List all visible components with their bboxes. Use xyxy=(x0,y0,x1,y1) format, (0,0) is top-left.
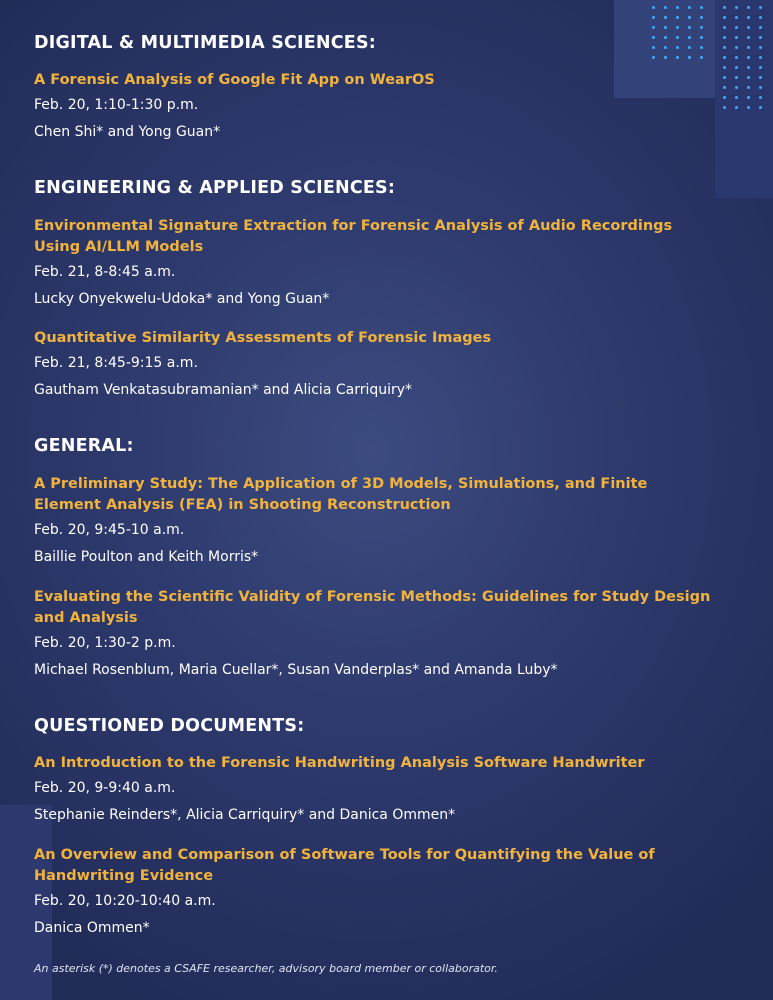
decorative-dot xyxy=(723,16,726,19)
decorative-dot xyxy=(735,106,738,109)
decorative-dot xyxy=(652,26,655,29)
decorative-dot xyxy=(652,6,655,9)
decorative-dot xyxy=(759,86,762,89)
decorative-dot xyxy=(652,36,655,39)
talk-title: A Forensic Analysis of Google Fit App on WearOS xyxy=(34,72,435,88)
talk-authors: Chen Shi* and Yong Guan* xyxy=(34,124,221,140)
talk-authors: Lucky Onyekwelu-Udoka* and Yong Guan* xyxy=(34,291,330,307)
talk-authors: Danica Ommen* xyxy=(34,920,150,936)
decorative-dot xyxy=(759,96,762,99)
talk-date: Feb. 21, 8:45-9:15 a.m. xyxy=(34,355,198,371)
decorative-dot xyxy=(723,106,726,109)
decorative-dot xyxy=(664,26,667,29)
decorative-dot xyxy=(676,26,679,29)
talk-title: Evaluating the Scientific Validity of Forensic Methods: Guidelines for Study Design and Analysis xyxy=(34,589,711,626)
section-heading: QUESTIONED DOCUMENTS: xyxy=(34,716,305,736)
decorative-dot xyxy=(723,46,726,49)
decorative-dot xyxy=(735,86,738,89)
talk-date: Feb. 21, 8-8:45 a.m. xyxy=(34,264,176,280)
decorative-dot xyxy=(747,16,750,19)
decorative-dot xyxy=(735,46,738,49)
decorative-dot xyxy=(700,56,703,59)
decorative-dot xyxy=(747,46,750,49)
decorative-dot xyxy=(735,26,738,29)
decorative-dot xyxy=(676,16,679,19)
decorative-dot xyxy=(676,36,679,39)
section-heading: ENGINEERING & APPLIED SCIENCES: xyxy=(34,178,396,198)
decorative-dot xyxy=(688,26,691,29)
decorative-dot xyxy=(747,66,750,69)
decorative-dot xyxy=(735,76,738,79)
decorative-dot xyxy=(652,56,655,59)
decorative-dot xyxy=(759,6,762,9)
decorative-dot xyxy=(723,76,726,79)
decorative-dot xyxy=(723,56,726,59)
talk-title: Environmental Signature Extraction for Forensic Analysis of Audio Recordings Using AI/LLM Models xyxy=(34,218,673,255)
decorative-dot xyxy=(759,106,762,109)
decorative-dot xyxy=(747,76,750,79)
decorative-dot xyxy=(747,26,750,29)
section-heading: DIGITAL & MULTIMEDIA SCIENCES: xyxy=(34,33,376,53)
decorative-dot xyxy=(723,26,726,29)
decorative-dot xyxy=(688,46,691,49)
decorative-dot xyxy=(664,36,667,39)
decorative-dot xyxy=(723,66,726,69)
decorative-dot xyxy=(676,46,679,49)
decorative-dot xyxy=(747,36,750,39)
decorative-dot xyxy=(700,6,703,9)
section-heading: GENERAL: xyxy=(34,436,134,456)
decorative-dot xyxy=(723,86,726,89)
talk-title: Quantitative Similarity Assessments of Forensic Images xyxy=(34,330,492,346)
talk-date: Feb. 20, 1:30-2 p.m. xyxy=(34,635,176,651)
decorative-dot xyxy=(723,96,726,99)
decorative-dot xyxy=(664,16,667,19)
decorative-dot xyxy=(723,36,726,39)
talk-authors: Baillie Poulton and Keith Morris* xyxy=(34,549,259,565)
decorative-dot xyxy=(735,36,738,39)
decorative-dot xyxy=(700,16,703,19)
decorative-dot xyxy=(735,96,738,99)
decorative-dot xyxy=(676,6,679,9)
talk-date: Feb. 20, 1:10-1:30 p.m. xyxy=(34,97,199,113)
decorative-dot xyxy=(723,6,726,9)
decorative-dot xyxy=(759,46,762,49)
decorative-dot xyxy=(735,56,738,59)
talk-title: A Preliminary Study: The Application of 3D Models, Simulations, and Finite Element Analysis (FEA) in Shooting Reconstruction xyxy=(34,476,648,513)
decorative-dot xyxy=(700,46,703,49)
decorative-dot xyxy=(759,16,762,19)
talk-title: An Overview and Comparison of Software Tools for Quantifying the Value of Handwriting Evidence xyxy=(34,847,655,884)
decorative-dot xyxy=(747,106,750,109)
decorative-dot xyxy=(664,56,667,59)
decorative-dot xyxy=(747,96,750,99)
decorative-dot xyxy=(676,56,679,59)
talk-authors: Gautham Venkatasubramanian* and Alicia Carriquiry* xyxy=(34,382,413,398)
decorative-dot xyxy=(759,36,762,39)
talk-date: Feb. 20, 9-9:40 a.m. xyxy=(34,780,176,796)
decorative-dot xyxy=(664,46,667,49)
decorative-dot xyxy=(652,16,655,19)
decorative-block-top-right xyxy=(715,0,773,198)
decorative-dot xyxy=(652,46,655,49)
decorative-dot xyxy=(688,56,691,59)
talk-authors: Stephanie Reinders*, Alicia Carriquiry* and Danica Ommen* xyxy=(34,807,456,823)
decorative-dot xyxy=(700,26,703,29)
footnote: An asterisk (*) denotes a CSAFE researcher, advisory board member or collaborator. xyxy=(34,962,498,975)
decorative-dot xyxy=(759,76,762,79)
decorative-dot xyxy=(688,6,691,9)
talk-date: Feb. 20, 9:45-10 a.m. xyxy=(34,522,185,538)
decorative-dot xyxy=(747,6,750,9)
decorative-dot xyxy=(747,56,750,59)
decorative-dot xyxy=(747,86,750,89)
decorative-dot xyxy=(700,36,703,39)
talk-date: Feb. 20, 10:20-10:40 a.m. xyxy=(34,893,216,909)
talk-authors: Michael Rosenblum, Maria Cuellar*, Susan Vanderplas* and Amanda Luby* xyxy=(34,662,558,678)
decorative-dot xyxy=(688,16,691,19)
decorative-dot xyxy=(688,36,691,39)
decorative-dot xyxy=(759,56,762,59)
decorative-dot xyxy=(664,6,667,9)
decorative-dot xyxy=(759,26,762,29)
decorative-dot xyxy=(735,16,738,19)
talk-title: An Introduction to the Forensic Handwriting Analysis Software Handwriter xyxy=(34,755,645,771)
decorative-dot xyxy=(735,6,738,9)
decorative-dot xyxy=(759,66,762,69)
decorative-dot xyxy=(735,66,738,69)
